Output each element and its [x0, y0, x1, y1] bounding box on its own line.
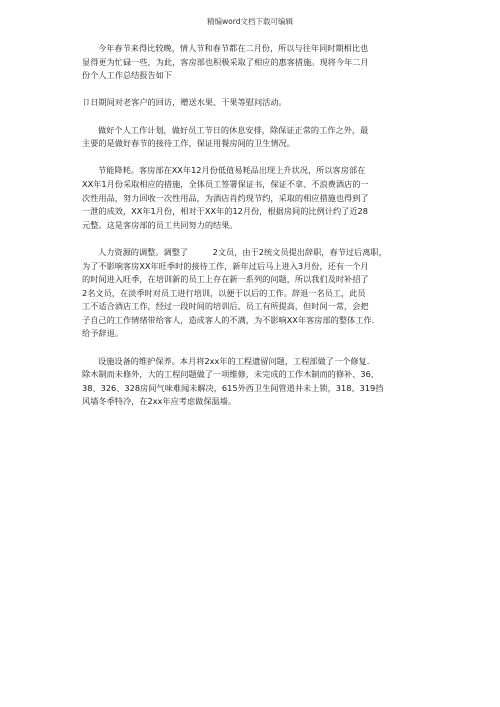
paragraph-line: 份个人工作总结报告如下 — [82, 70, 173, 81]
paragraph-line: 设施设备的维护保养。本月将2xx年的工程遗留问题，工程部做了一个修复. — [98, 355, 370, 366]
document-body — [82, 42, 422, 423]
paragraph-line: 卩日期间对老客户的回访，赠送水果、干果等慰问活动。 — [82, 97, 287, 108]
paragraph-line: 风墙冬季特冷，在2xx年应考虑做保温墙。 — [82, 396, 237, 407]
paragraph-line: 显得更为忙碌一些，为此，客房部也积极采取了相应的惠客措施。现将今年二月 — [82, 56, 369, 67]
paragraph-line: 除木制而未修外，大的工程问题做了一项维修，未完成的工作木制而的修补、36、 — [82, 369, 379, 380]
paragraph-6 — [82, 355, 422, 409]
paragraph-line: 人力资源的调整。调整了 2文员，由于2统文员提出辞职，春节过后离职， — [98, 246, 387, 257]
paragraph-line: 今年春节来得比较晚，情人节和春节都在二月份，所以与往年同时期相比也 — [98, 43, 369, 53]
paragraph-line: 节能降耗。客房部在XX年12月份低值易耗品出现上升状况，所以客房部在 — [98, 165, 366, 176]
paragraph-line: 一泄的成效，XX年1月份，相对于XX年的12月份，根据房间的比例计约了近28 — [82, 206, 368, 217]
paragraph-line: 元整。这是客房部的员工共同努力的结果。 — [82, 219, 238, 230]
paragraph-line: 38、326、328房间气味难闻未解决，615外西卫生间管道井未上锁，318、319挡 — [82, 382, 384, 393]
paragraph-line: 次性用品，努力回收一次性用品，为酒店肖约现节约，采取的相应措施也得到了 — [82, 192, 369, 203]
paragraph-line: 给予辞退。 — [82, 328, 123, 339]
paragraph-line: 主要的是做好春节的接待工作，保证用餐房间的卫生情况。 — [82, 138, 295, 149]
paragraph-line: 为了不影响客房XX年旺季时的接待工作，新年过后马上进入3月份，还有一个月 — [82, 260, 369, 271]
paragraph-line: XX年1月份采取相应的措施，全体员工签署保证书，保证不拿、不浪费酒店的一 — [82, 178, 369, 189]
page-header: 精编word文档下载可编辑 — [207, 17, 293, 26]
paragraph-line: 做好个人工作计划，做好员工节日的休息安排，除保证正常的工作之外，最 — [98, 124, 369, 135]
paragraph-4 — [82, 164, 422, 232]
paragraph-line: 子自己的工作情绪带给客人，造成客人的不满，为不影响XX年客房部的整体工作. — [82, 314, 375, 325]
paragraph-2 — [82, 96, 422, 110]
paragraph-line: 的时间进入旺季，在培训新的员工上存在新一系列的问题，所以我们及时补招了 — [82, 274, 369, 285]
paragraph-3 — [82, 124, 422, 151]
paragraph-line: 工不适合酒店工作，经过一段时间的培训后，员工有所提高，但时间一常，会把 — [82, 301, 369, 312]
paragraph-1 — [82, 42, 422, 83]
paragraph-5 — [82, 246, 422, 341]
paragraph-line: 2名文员，在淡季时对员工进行培训，以便于以后的工作。辞退一名员工，此员 — [82, 287, 366, 298]
